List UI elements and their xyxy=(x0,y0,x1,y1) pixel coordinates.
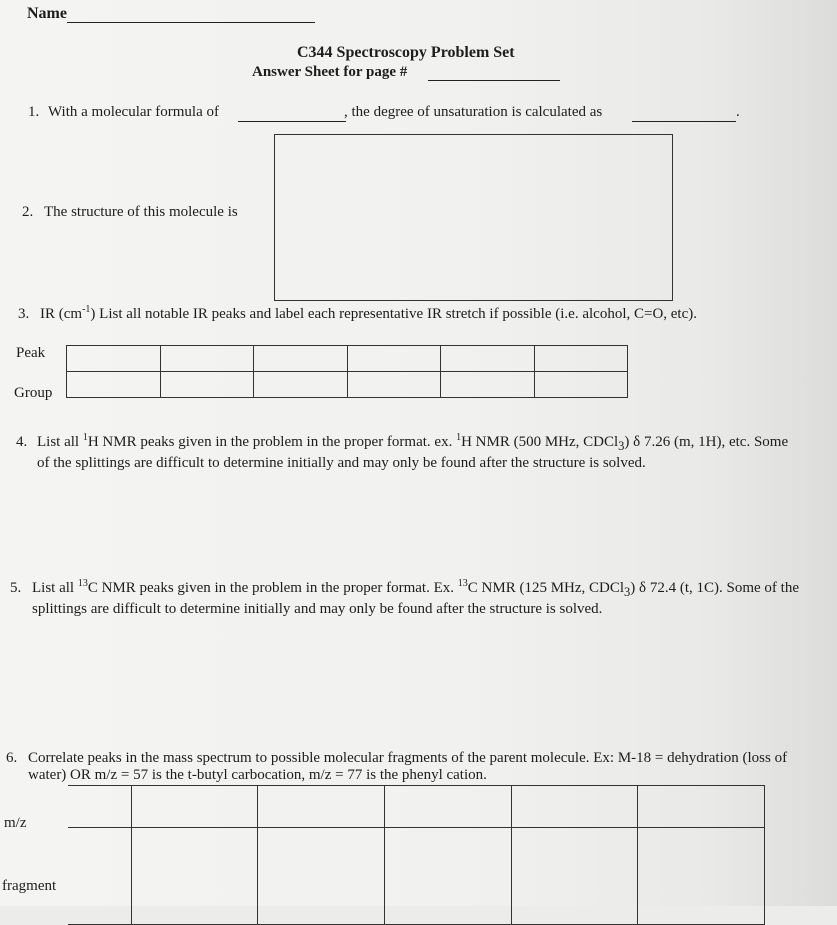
ir-peak-cell[interactable] xyxy=(441,346,535,372)
name-field[interactable] xyxy=(67,22,315,23)
ms-mz-cell[interactable] xyxy=(638,786,765,828)
ms-mz-cell[interactable] xyxy=(131,786,258,828)
ms-fragment-row-label: fragment xyxy=(2,878,57,894)
ir-group-row xyxy=(67,372,628,398)
ir-peak-row-label: Peak xyxy=(16,345,46,361)
q2-text: The structure of this molecule is xyxy=(44,204,238,220)
q4-text: List all $^1$H NMR peaks given in the problem in the proper format. ex. $^1$H NMR (500 MHz, CDCl$_3$) δ 7.26 (m, 1H), etc. Some of the splittings are difficult to determine initially and may only be found after the structure is solved. xyxy=(37,432,789,471)
unsaturation-field[interactable] xyxy=(632,121,736,122)
ir-peak-cell[interactable] xyxy=(254,346,348,372)
page-number-field[interactable] xyxy=(428,80,560,81)
ms-fragment-cell[interactable] xyxy=(131,828,258,925)
ms-mz-row xyxy=(68,786,765,828)
ms-mz-cell[interactable] xyxy=(68,786,131,828)
q3-text: IR $(cm^{-1})$ List all notable IR peaks and label each representative IR stretch if possible (i.e. alcohol, C=O, etc). xyxy=(40,304,698,322)
ir-group-cell[interactable] xyxy=(441,372,535,398)
q4-number: 4. xyxy=(16,434,28,450)
ms-mz-cell[interactable] xyxy=(385,786,512,828)
structure-drawing-box[interactable] xyxy=(274,134,673,301)
q1-period: . xyxy=(736,104,740,120)
ir-group-cell[interactable] xyxy=(254,372,348,398)
mass-spec-table xyxy=(68,785,765,925)
q5-number: 5. xyxy=(10,580,22,596)
ms-fragment-cell[interactable] xyxy=(638,828,765,925)
ir-group-row-label: Group xyxy=(14,385,53,401)
q1-number: 1. xyxy=(28,104,40,120)
ir-peak-cell[interactable] xyxy=(67,346,161,372)
ir-peak-row xyxy=(67,346,628,372)
page-title: C344 Spectroscopy Problem Set xyxy=(297,44,515,61)
ir-peak-cell[interactable] xyxy=(160,346,254,372)
name-label: Name xyxy=(27,5,67,22)
page-subtitle: Answer Sheet for page # xyxy=(252,64,408,80)
q1-text-a: With a molecular formula of xyxy=(48,104,219,120)
q6-number: 6. xyxy=(6,750,18,766)
q6-text: Correlate peaks in the mass spectrum to possible molecular fragments of the parent molecule. Ex: M-18 = dehydration (loss of water) OR m/z = 57 is the t-butyl carbocation, m/z = 77 is the phenyl cation. xyxy=(28,750,788,783)
ms-mz-cell[interactable] xyxy=(258,786,385,828)
ir-group-cell[interactable] xyxy=(67,372,161,398)
ms-fragment-cell[interactable] xyxy=(258,828,385,925)
q2-number: 2. xyxy=(22,204,34,220)
molecular-formula-field[interactable] xyxy=(238,121,346,122)
ir-group-cell[interactable] xyxy=(534,372,628,398)
ir-group-cell[interactable] xyxy=(160,372,254,398)
ms-mz-row-label: m/z xyxy=(4,815,27,831)
ms-fragment-cell[interactable] xyxy=(68,828,131,925)
ms-fragment-cell[interactable] xyxy=(511,828,638,925)
ir-peak-cell[interactable] xyxy=(534,346,628,372)
ir-peak-cell[interactable] xyxy=(347,346,441,372)
ms-mz-cell[interactable] xyxy=(511,786,638,828)
ir-table xyxy=(66,345,628,398)
ir-group-cell[interactable] xyxy=(347,372,441,398)
ms-fragment-cell[interactable] xyxy=(385,828,512,925)
q1-text-b: , the degree of unsaturation is calculated as xyxy=(344,104,603,120)
q3-number: 3. xyxy=(18,306,30,322)
ms-fragment-row xyxy=(68,828,765,925)
q5-text: List all $^{13}$C NMR peaks given in the problem in the proper format. Ex. $^{13}$C NMR (125 MHz, CDCl$_3$) δ 72.4 (t, 1C). Some of the splittings are difficult to determine initially and may only be found after the structure is solved. xyxy=(32,578,799,617)
